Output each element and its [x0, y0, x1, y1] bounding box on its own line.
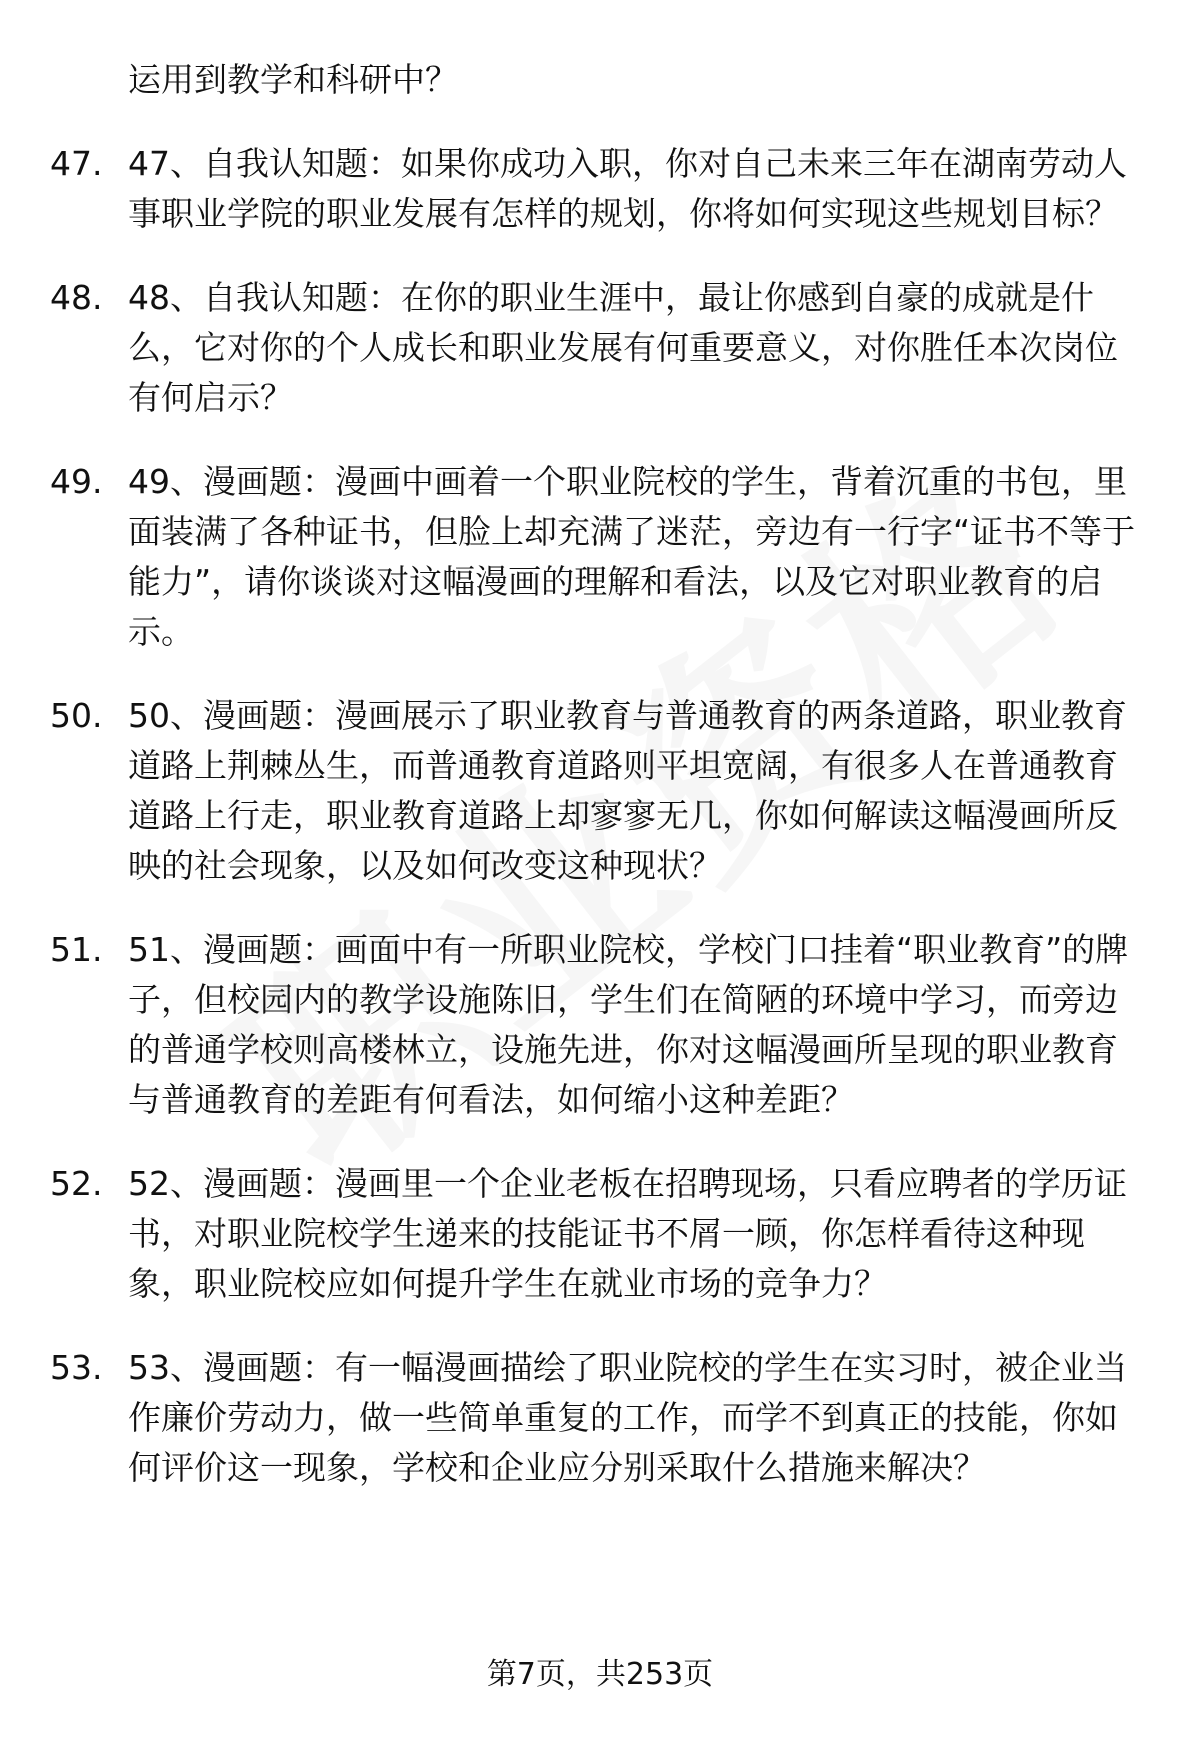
question-number: 47.: [50, 144, 103, 183]
question-text: 53、漫画题：有一幅漫画描绘了职业院校的学生在实习时，被企业当作廉价劳动力，做一些简单重复的工作，而学不到真正的技能，你如何评价这一现象，学校和企业应分别采取什么措施来解决？: [128, 1348, 1127, 1487]
question-item: [0, 925, 1200, 1125]
question-number: 49.: [50, 462, 103, 501]
question-text: 52、漫画题：漫画里一个企业老板在招聘现场，只看应聘者的学历证书，对职业院校学生递来的技能证书不屑一顾，你怎样看待这种现象，职业院校应如何提升学生在就业市场的竞争力？: [128, 1164, 1127, 1303]
question-item: [0, 273, 1200, 423]
question-number: 51.: [50, 930, 103, 969]
continuation-text: 运用到教学和科研中？: [128, 60, 458, 99]
question-item: [0, 1343, 1200, 1493]
question-text: 47、自我认知题：如果你成功入职，你对自己未来三年在湖南劳动人事职业学院的职业发展有怎样的规划，你将如何实现这些规划目标？: [128, 144, 1127, 233]
question-list: [0, 139, 1200, 1493]
question-item: [0, 1159, 1200, 1309]
question-text: 51、漫画题：画面中有一所职业院校，学校门口挂着“职业教育”的牌子，但校园内的教学设施陈旧，学生们在简陋的环境中学习，而旁边的普通学校则高楼林立，设施先进，你对这幅漫画所呈现的职业教育与普通教育的差距有何看法，如何缩小这种差距？: [128, 930, 1129, 1119]
question-item: [0, 457, 1200, 657]
question-item: [0, 691, 1200, 891]
page-content: [0, 55, 1200, 1493]
question-number: 48.: [50, 278, 103, 317]
question-number: 53.: [50, 1348, 103, 1387]
question-text: 49、漫画题：漫画中画着一个职业院校的学生，背着沉重的书包，里面装满了各种证书，但脸上却充满了迷茫，旁边有一行字“证书不等于能力”，请你谈谈对这幅漫画的理解和看法，以及它对职业教育的启示。: [128, 462, 1136, 651]
question-number: 52.: [50, 1164, 103, 1203]
page-footer: 第7页，共253页: [486, 1657, 714, 1692]
question-text: 48、自我认知题：在你的职业生涯中，最让你感到自豪的成就是什么，它对你的个人成长和职业发展有何重要意义，对你胜任本次岗位有何启示？: [128, 278, 1118, 417]
question-number: 50.: [50, 696, 103, 735]
question-item: [0, 139, 1200, 239]
question-text: 50、漫画题：漫画展示了职业教育与普通教育的两条道路，职业教育道路上荆棘丛生，而普通教育道路则平坦宽阔，有很多人在普通教育道路上行走，职业教育道路上却寥寥无几，你如何解读这幅漫画所反映的社会现象，以及如何改变这种现状？: [128, 696, 1127, 885]
